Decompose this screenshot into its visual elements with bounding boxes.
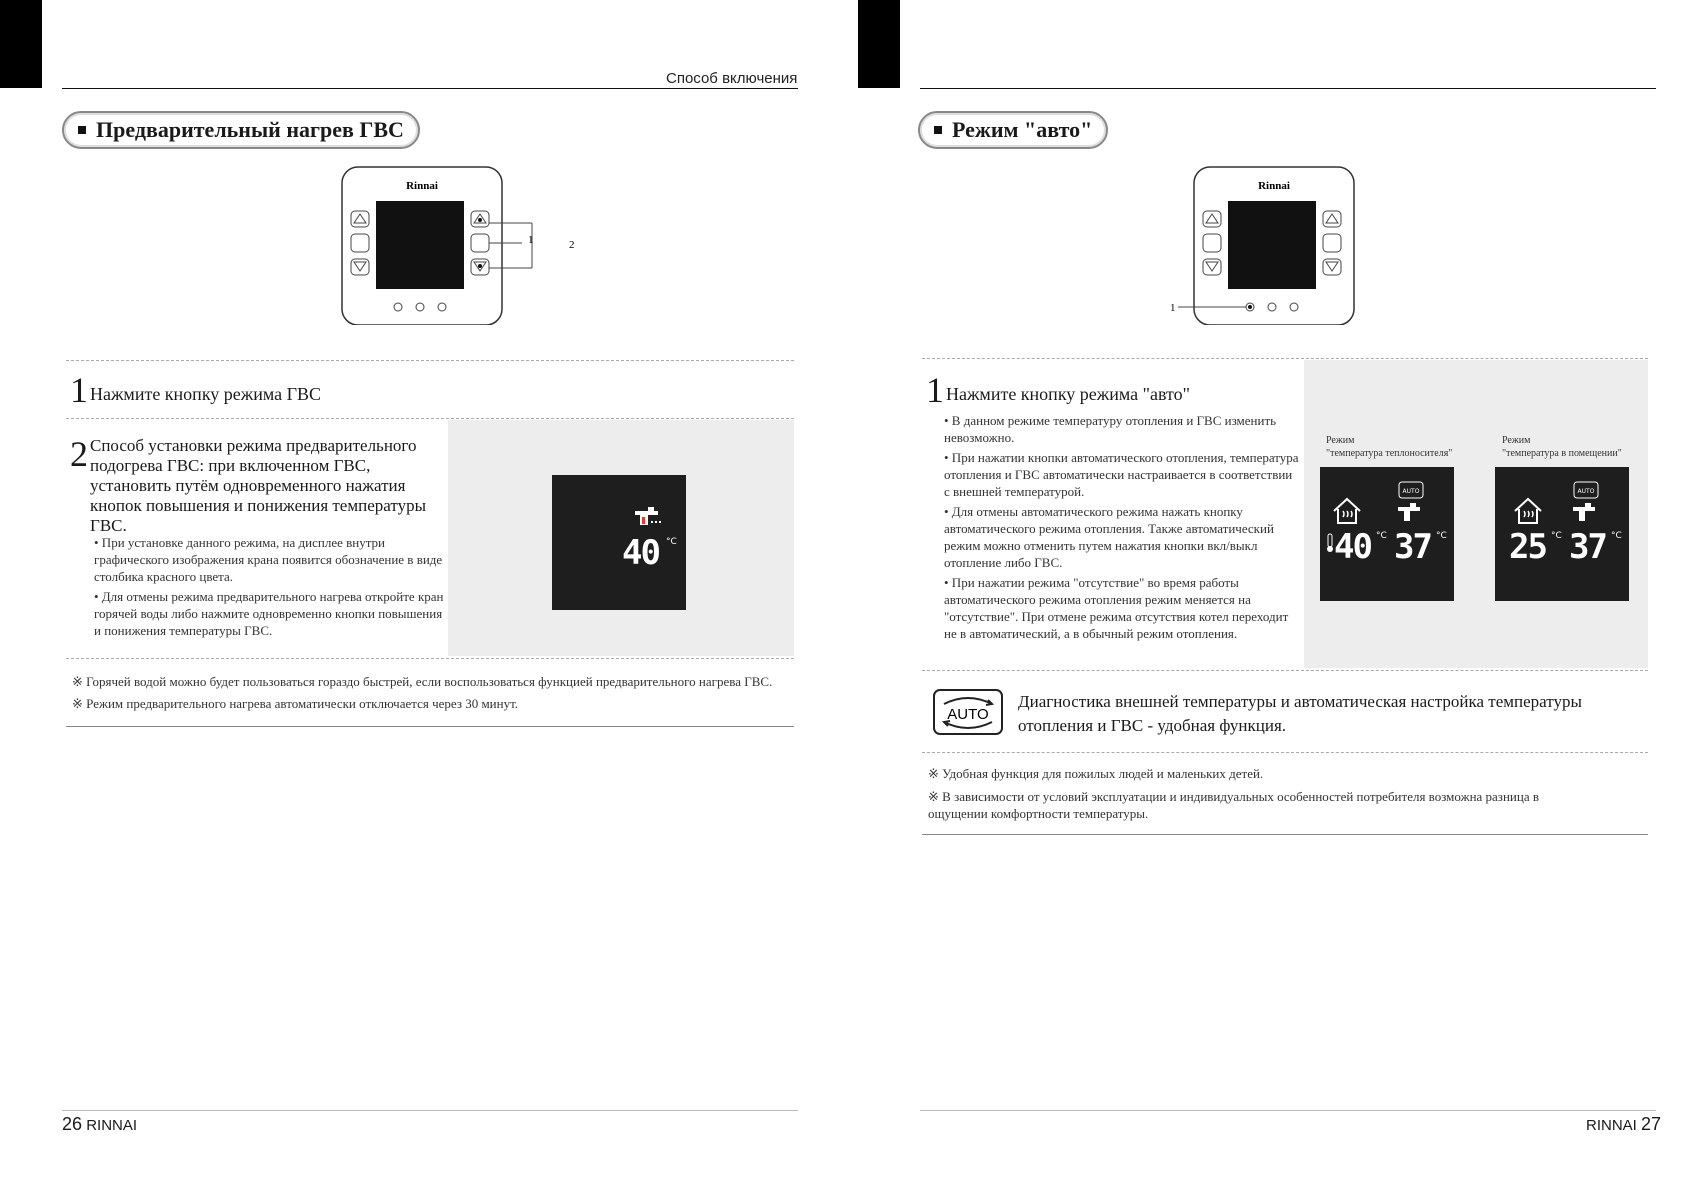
right-divider xyxy=(922,358,1648,359)
left-footer-rule xyxy=(62,1110,798,1111)
svg-text:AUTO: AUTO xyxy=(1577,488,1595,495)
thermometer-icon xyxy=(1326,533,1334,553)
left-note: ※ Режим предварительного нагрева автоматически отключается через 30 минут. xyxy=(72,696,519,711)
room-temperature-value: 25 xyxy=(1509,527,1546,567)
right-controller-brand: Rinnai xyxy=(1258,180,1290,192)
page-brand: RINNAI xyxy=(1586,1117,1637,1134)
faucet-icon xyxy=(1571,501,1597,523)
auto-icon-label: AUTO xyxy=(947,706,989,723)
dhw-temperature-value: 40 xyxy=(622,533,659,573)
bullet-item: • При нажатии кнопки автоматического отопления, температура отопления и ГВС автоматически настраивается в соответствии с внешней температурой. xyxy=(944,450,1299,499)
left-header-rule xyxy=(62,88,798,89)
right-divider xyxy=(922,670,1648,671)
left-divider xyxy=(66,418,794,419)
temperature-unit: °C xyxy=(1436,531,1447,541)
mode-label: Режим xyxy=(1502,435,1531,446)
page-brand: RINNAI xyxy=(86,1117,138,1134)
step-number: 1 xyxy=(926,370,944,410)
svg-text:AUTO: AUTO xyxy=(1402,488,1420,495)
left-divider xyxy=(66,658,794,659)
left-controller-brand: Rinnai xyxy=(406,180,438,192)
right-footer-rule xyxy=(920,1110,1656,1111)
left-callout-2: 2 xyxy=(569,239,575,251)
heating-temperature-value: 40 xyxy=(1334,527,1371,567)
left-bullets xyxy=(94,534,444,642)
left-section-title-text: Предварительный нагрев ГВС xyxy=(96,117,404,142)
faucet-icon xyxy=(1396,501,1422,523)
step-number: 2 xyxy=(70,434,88,474)
left-page-tab xyxy=(0,0,42,88)
temperature-unit: °C xyxy=(1376,531,1387,541)
step-text: Нажмите кнопку режима "авто" xyxy=(946,384,1190,404)
left-footer xyxy=(62,1114,137,1135)
right-controller-diagram xyxy=(1160,165,1360,325)
right-note: ※ В зависимости от условий эксплуатации и индивидуальных особенностей потребителя возможна разница в ощущении комфортности температуры. xyxy=(928,789,1539,821)
dhw-temperature-value: 37 xyxy=(1569,527,1606,567)
right-step-1 xyxy=(926,372,1190,408)
right-section-title xyxy=(918,111,1108,149)
left-divider xyxy=(66,360,794,361)
left-display-screen xyxy=(552,475,686,610)
bullet-item: • В данном режиме температуру отопления и ГВС изменить невозможно. xyxy=(944,413,1277,445)
right-callout-1: 1 xyxy=(1170,302,1176,314)
right-section-title-text: Режим "авто" xyxy=(952,117,1093,142)
right-footer xyxy=(1586,1114,1661,1135)
auto-icon xyxy=(1573,481,1599,499)
mode-sub: "температура в помещении" xyxy=(1502,448,1622,459)
right-note: ※ Удобная функция для пожилых людей и маленьких детей. xyxy=(928,766,1264,781)
page-number: 26 xyxy=(62,1114,83,1134)
heating-house-icon xyxy=(1513,497,1543,525)
heating-house-icon xyxy=(1332,497,1362,525)
temperature-unit: °C xyxy=(1551,531,1562,541)
mode-sub: "температура теплоносителя" xyxy=(1326,448,1453,459)
bullet-item: • При установке данного режима, на дисплее внутри графического изображения крана появится обозначение в виде столбика красного цвета. xyxy=(94,535,443,584)
bullet-square-icon xyxy=(934,126,942,134)
mode-label: Режим xyxy=(1326,435,1355,446)
bullet-square-icon xyxy=(78,126,86,134)
left-bottom-rule xyxy=(66,726,794,727)
mode1-label xyxy=(1326,434,1452,460)
right-bullets xyxy=(944,412,1300,645)
right-bottom-rule xyxy=(922,834,1648,835)
auto-icon xyxy=(1398,481,1424,499)
left-controller-diagram xyxy=(338,165,578,325)
step-text: Способ установки режима предварительного подогрева ГВС: при включенном ГВС, установить путём одновременного нажатия кнопок повышения и понижения температуры ГВС. xyxy=(90,436,426,535)
page-number: 27 xyxy=(1641,1114,1662,1134)
step-number: 1 xyxy=(70,370,88,410)
right-header-rule xyxy=(920,88,1656,89)
temperature-unit: °C xyxy=(666,537,677,547)
left-section-title xyxy=(62,111,420,149)
step-text: Нажмите кнопку режима ГВС xyxy=(90,384,322,404)
left-step-1 xyxy=(70,372,321,408)
left-header-text: Способ включения xyxy=(666,70,798,87)
bullet-item: • При нажатии режима "отсутствие" во время работы автоматического режима отопления режим меняется на "отсутствие". При отмене режима отсутствия котел переходит не в автоматический, а в обычный режим отопления. xyxy=(944,575,1289,641)
faucet-icon xyxy=(632,503,662,531)
mode1-display xyxy=(1320,467,1454,601)
right-divider xyxy=(922,752,1648,753)
left-step-2 xyxy=(70,436,450,536)
temperature-unit: °C xyxy=(1611,531,1622,541)
auto-description: Диагностика внешней температуры и автоматическая настройка температуры отопления и ГВС - удобная функция. xyxy=(1018,692,1582,735)
mode2-label xyxy=(1502,434,1622,460)
left-callout-1: 1 xyxy=(528,234,534,246)
bullet-item: • Для отмены автоматического режима нажать кнопку автоматического режима отопления. Также автоматический режим можно отменить путем нажатия кнопки вкл/выкл отопление либо ГВС. xyxy=(944,504,1274,570)
bullet-item: • Для отмены режима предварительного нагрева откройте кран горячей воды либо нажмите одновременно кнопки повышения и понижения температуры ГВС. xyxy=(94,589,444,638)
mode2-display xyxy=(1495,467,1629,601)
auto-mode-icon xyxy=(932,688,1004,736)
left-note: ※ Горячей водой можно будет пользоваться гораздо быстрей, если воспользоваться функцией предварительного нагрева ГВС. xyxy=(72,674,773,689)
right-page-tab xyxy=(858,0,900,88)
dhw-temperature-value: 37 xyxy=(1394,527,1431,567)
